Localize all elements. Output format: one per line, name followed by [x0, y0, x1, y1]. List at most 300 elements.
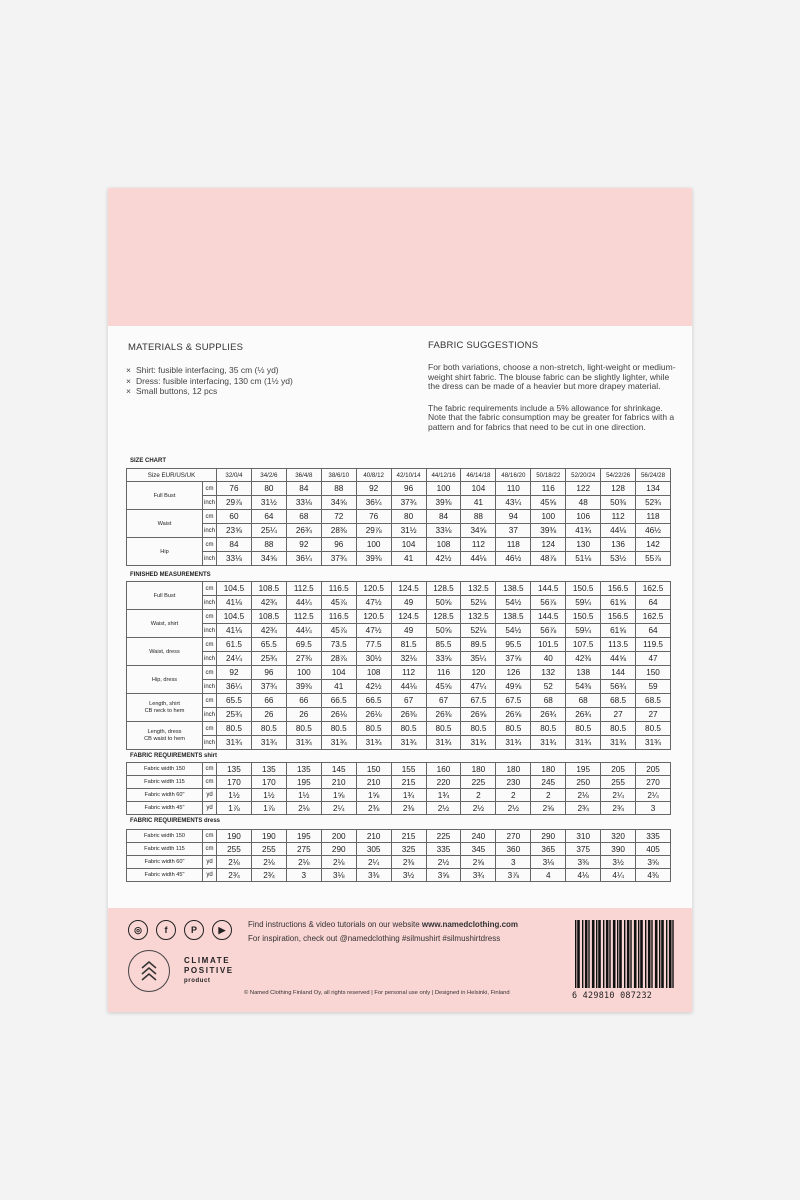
value-cell: 55⅞ — [636, 552, 671, 566]
value-cell: 119.5 — [636, 638, 671, 652]
value-cell: 31½ — [391, 524, 426, 538]
measurement-label — [127, 538, 203, 566]
value-cell: 310 — [566, 830, 601, 843]
value-cell: 1½ — [286, 789, 321, 802]
value-cell: 49 — [391, 596, 426, 610]
value-cell: 26 — [286, 708, 321, 722]
barcode-bar — [672, 920, 673, 988]
unit-cell: cm — [203, 843, 217, 856]
value-cell: 3⅛ — [531, 856, 566, 869]
value-cell: 29⅞ — [217, 496, 252, 510]
value-cell: 64 — [636, 596, 671, 610]
value-cell: 84 — [286, 482, 321, 496]
measurement-label — [127, 510, 203, 538]
size-chart-title: SIZE CHART — [130, 458, 166, 464]
value-cell: 3 — [496, 856, 531, 869]
value-cell: 59¼ — [566, 596, 601, 610]
materials-title: MATERIALS & SUPPLIES — [128, 342, 244, 353]
value-cell: 215 — [391, 776, 426, 789]
value-cell: 42⅜ — [566, 652, 601, 666]
value-cell: 35¼ — [461, 652, 496, 666]
value-cell: 52⅛ — [461, 596, 496, 610]
table-row — [127, 869, 671, 882]
value-cell: 156.5 — [601, 582, 636, 596]
value-cell: 3¾ — [461, 869, 496, 882]
value-cell: 31¾ — [461, 736, 496, 750]
barcode-bar — [630, 920, 631, 988]
value-cell: 3 — [636, 802, 671, 815]
value-cell: 26 — [251, 708, 286, 722]
value-cell: 110 — [496, 482, 531, 496]
value-cell: 180 — [461, 763, 496, 776]
value-cell: 52 — [531, 680, 566, 694]
size-chart-table — [126, 468, 671, 566]
table-row — [127, 510, 671, 524]
value-cell: 4⅜ — [636, 869, 671, 882]
value-cell: 96 — [251, 666, 286, 680]
value-cell: 138.5 — [496, 610, 531, 624]
value-cell: 49⅝ — [496, 680, 531, 694]
value-cell: 50⅝ — [426, 596, 461, 610]
value-cell: 160 — [426, 763, 461, 776]
fabric-width-label: Fabric width 150 — [127, 830, 203, 843]
value-cell: 31¾ — [426, 736, 461, 750]
value-cell: 66 — [251, 694, 286, 708]
value-cell: 80.5 — [251, 722, 286, 736]
measurement-label — [127, 610, 203, 638]
unit-cell: inch — [203, 552, 217, 566]
size-header-cell: 42/10/14 — [391, 469, 426, 482]
value-cell: 41⅛ — [217, 624, 252, 638]
value-cell: 118 — [496, 538, 531, 552]
value-cell: 112 — [391, 666, 426, 680]
value-cell: 41⅛ — [217, 596, 252, 610]
fabric-width-label: Fabric width 45" — [127, 802, 203, 815]
value-cell: 104 — [461, 482, 496, 496]
value-cell: 2¼ — [321, 802, 356, 815]
website-prefix: Find instructions & video tutorials on our website — [248, 920, 422, 929]
measurement-label — [127, 722, 203, 750]
value-cell: 150.5 — [566, 610, 601, 624]
barcode-bar — [661, 920, 664, 988]
value-cell: 36¼ — [356, 496, 391, 510]
value-cell: 80.5 — [531, 722, 566, 736]
value-cell: 1⅞ — [251, 802, 286, 815]
value-cell: 23⅝ — [217, 524, 252, 538]
barcode-bar — [606, 920, 609, 988]
value-cell: 34⅝ — [321, 496, 356, 510]
value-cell: 225 — [426, 830, 461, 843]
instagram-icon[interactable]: ◎ — [128, 920, 148, 940]
value-cell: 124 — [531, 538, 566, 552]
size-header-cell: 46/14/18 — [461, 469, 496, 482]
value-cell: 80.5 — [426, 722, 461, 736]
value-cell: 80 — [391, 510, 426, 524]
value-cell: 2⅛ — [251, 856, 286, 869]
value-cell: 26¾ — [566, 708, 601, 722]
value-cell: 205 — [636, 763, 671, 776]
value-cell: 126 — [496, 666, 531, 680]
pinterest-icon[interactable]: P — [184, 920, 204, 940]
fabric-suggestions-title: FABRIC SUGGESTIONS — [428, 340, 539, 351]
value-cell: 80.5 — [636, 722, 671, 736]
value-cell: 215 — [391, 830, 426, 843]
value-cell: 31½ — [251, 496, 286, 510]
value-cell: 88 — [321, 482, 356, 496]
value-cell: 65.5 — [251, 638, 286, 652]
value-cell: 48⅞ — [531, 552, 566, 566]
value-cell: 92 — [356, 482, 391, 496]
value-cell: 2⅜ — [391, 802, 426, 815]
value-cell: 59¼ — [566, 624, 601, 638]
value-cell: 112 — [601, 510, 636, 524]
value-cell: 195 — [286, 830, 321, 843]
value-cell: 41¾ — [566, 524, 601, 538]
value-cell: 37 — [496, 524, 531, 538]
barcode-bar — [659, 920, 660, 988]
value-cell: 31¾ — [391, 736, 426, 750]
table-row — [127, 802, 671, 815]
facebook-icon[interactable]: f — [156, 920, 176, 940]
fabric-req-shirt-title: FABRIC REQUIREMENTS shirt — [130, 753, 218, 759]
value-cell: 305 — [356, 843, 391, 856]
climate-positive-text — [184, 956, 234, 986]
unit-cell: cm — [203, 722, 217, 736]
measurement-name: Length, dress — [147, 729, 182, 735]
size-header-cell: 40/8/12 — [356, 469, 391, 482]
table-row — [127, 843, 671, 856]
value-cell: 162.5 — [636, 582, 671, 596]
value-cell: 2⅛ — [286, 856, 321, 869]
fabric-width-label: Fabric width 60" — [127, 856, 203, 869]
value-cell: 180 — [496, 763, 531, 776]
value-cell: 45⅝ — [426, 680, 461, 694]
value-cell: 255 — [601, 776, 636, 789]
value-cell: 101.5 — [531, 638, 566, 652]
value-cell: 138.5 — [496, 582, 531, 596]
value-cell: 116 — [531, 482, 566, 496]
value-cell: 67 — [426, 694, 461, 708]
value-cell: 120 — [461, 666, 496, 680]
value-cell: 100 — [426, 482, 461, 496]
table-row — [127, 666, 671, 680]
value-cell: 64 — [251, 510, 286, 524]
value-cell: 180 — [531, 763, 566, 776]
value-cell: 275 — [286, 843, 321, 856]
size-header-cell: 38/6/10 — [321, 469, 356, 482]
value-cell: 66 — [286, 694, 321, 708]
value-cell: 150 — [636, 666, 671, 680]
value-cell: 80.5 — [356, 722, 391, 736]
barcode-bar — [651, 920, 652, 988]
value-cell: 48 — [566, 496, 601, 510]
value-cell: 43¼ — [496, 496, 531, 510]
value-cell: 3½ — [601, 856, 636, 869]
value-cell: 144 — [601, 666, 636, 680]
value-cell: 104.5 — [217, 610, 252, 624]
value-cell: 24¼ — [217, 652, 252, 666]
value-cell: 360 — [496, 843, 531, 856]
measurement-subname: CB neck to hem — [144, 707, 185, 714]
materials-list — [126, 365, 293, 397]
value-cell: 31¾ — [636, 736, 671, 750]
value-cell: 2⅛ — [321, 856, 356, 869]
value-cell: 128.5 — [426, 610, 461, 624]
unit-cell: cm — [203, 582, 217, 596]
value-cell: 41 — [321, 680, 356, 694]
value-cell: 1⅞ — [217, 802, 252, 815]
value-cell: 36¼ — [286, 552, 321, 566]
value-cell: 132 — [531, 666, 566, 680]
unit-cell: cm — [203, 763, 217, 776]
value-cell: 27 — [636, 708, 671, 722]
size-header-cell: 56/24/28 — [636, 469, 671, 482]
value-cell: 230 — [496, 776, 531, 789]
value-cell: 335 — [426, 843, 461, 856]
unit-cell: inch — [203, 680, 217, 694]
value-cell: 40 — [531, 652, 566, 666]
value-cell: 28⅞ — [321, 652, 356, 666]
value-cell: 220 — [426, 776, 461, 789]
value-cell: 54⅜ — [566, 680, 601, 694]
finished-measurements-title: FINISHED MEASUREMENTS — [130, 572, 211, 578]
value-cell: 68.5 — [601, 694, 636, 708]
value-cell: 112.5 — [286, 610, 321, 624]
size-header-cell: 36/4/8 — [286, 469, 321, 482]
barcode-bar — [666, 920, 667, 988]
value-cell: 25¾ — [217, 708, 252, 722]
table-row — [127, 524, 671, 538]
value-cell: 3½ — [391, 869, 426, 882]
value-cell: 37¾ — [251, 680, 286, 694]
pink-header-band — [108, 188, 692, 326]
value-cell: 81.5 — [391, 638, 426, 652]
measurement-name: Waist, shirt — [150, 620, 179, 627]
value-cell: 100 — [286, 666, 321, 680]
value-cell: 46½ — [496, 552, 531, 566]
value-cell: 52¾ — [636, 496, 671, 510]
climate-line: product — [184, 978, 211, 984]
barcode-bar — [648, 920, 651, 988]
value-cell: 375 — [566, 843, 601, 856]
value-cell: 44¼ — [286, 624, 321, 638]
fabric-width-label: Fabric width 115 — [127, 776, 203, 789]
fabric-width-label: Fabric width 45" — [127, 869, 203, 882]
measurement-name: Hip — [160, 548, 169, 555]
value-cell: 210 — [321, 776, 356, 789]
unit-cell: inch — [203, 496, 217, 510]
table-row — [127, 652, 671, 666]
value-cell: 210 — [356, 776, 391, 789]
website-link[interactable]: www.namedclothing.com — [421, 920, 519, 929]
measurement-name: Waist, dress — [149, 648, 180, 655]
youtube-icon[interactable]: ▶ — [212, 920, 232, 940]
climate-positive-logo — [128, 950, 170, 992]
value-cell: 60 — [217, 510, 252, 524]
unit-cell: cm — [203, 510, 217, 524]
unit-cell: inch — [203, 624, 217, 638]
value-cell: 50⅜ — [601, 496, 636, 510]
value-cell: 53½ — [601, 552, 636, 566]
value-cell: 26⅛ — [321, 708, 356, 722]
value-cell: 2⅛ — [286, 802, 321, 815]
table-row — [127, 610, 671, 624]
table-row — [127, 638, 671, 652]
value-cell: 113.5 — [601, 638, 636, 652]
req-shirt-table-wrap — [126, 762, 671, 815]
value-cell: 3 — [286, 869, 321, 882]
value-cell: 1⅝ — [356, 789, 391, 802]
value-cell: 33⅝ — [426, 652, 461, 666]
barcode-bar — [669, 920, 672, 988]
barcode-bar — [655, 920, 658, 988]
table-row — [127, 789, 671, 802]
table-row — [127, 830, 671, 843]
value-cell: 68 — [286, 510, 321, 524]
value-cell: 190 — [217, 830, 252, 843]
value-cell: 80.5 — [286, 722, 321, 736]
value-cell: 128 — [601, 482, 636, 496]
size-chart-table-wrap — [126, 468, 671, 566]
materials-item: × Small buttons, 12 pcs — [126, 386, 293, 397]
value-cell: 116.5 — [321, 610, 356, 624]
value-cell: 80.5 — [321, 722, 356, 736]
measurement-name: Length, shirt — [149, 701, 180, 707]
value-cell: 2⅜ — [356, 802, 391, 815]
value-cell: 96 — [321, 538, 356, 552]
value-cell: 54½ — [496, 596, 531, 610]
value-cell: 31¾ — [496, 736, 531, 750]
barcode-bar — [627, 920, 630, 988]
unit-cell: inch — [203, 708, 217, 722]
value-cell: 150 — [356, 763, 391, 776]
barcode-bar — [598, 920, 601, 988]
value-cell: 94 — [496, 510, 531, 524]
pattern-envelope-back — [108, 188, 692, 1012]
value-cell: 107.5 — [566, 638, 601, 652]
value-cell: 39⅜ — [531, 524, 566, 538]
value-cell: 170 — [251, 776, 286, 789]
unit-cell: yd — [203, 789, 217, 802]
value-cell: 50⅝ — [426, 624, 461, 638]
value-cell: 270 — [636, 776, 671, 789]
social-icons — [128, 920, 232, 940]
table-row — [127, 856, 671, 869]
value-cell: 37¾ — [391, 496, 426, 510]
value-cell: 26¾ — [286, 524, 321, 538]
table-row — [127, 763, 671, 776]
barcode-bar — [619, 920, 622, 988]
barcode-bar — [596, 920, 597, 988]
value-cell: 1½ — [251, 789, 286, 802]
value-cell: 39⅜ — [426, 496, 461, 510]
value-cell: 80 — [251, 482, 286, 496]
value-cell: 130 — [566, 538, 601, 552]
value-cell: 32⅛ — [391, 652, 426, 666]
value-cell: 49 — [391, 624, 426, 638]
barcode-bar — [624, 920, 625, 988]
value-cell: 31¾ — [286, 736, 321, 750]
barcode-bar — [634, 920, 637, 988]
value-cell: 80.5 — [217, 722, 252, 736]
value-cell: 108.5 — [251, 582, 286, 596]
value-cell: 335 — [636, 830, 671, 843]
pink-footer-band — [108, 908, 692, 1012]
value-cell: 88 — [251, 538, 286, 552]
barcode-bar — [617, 920, 618, 988]
table-row — [127, 552, 671, 566]
value-cell: 142 — [636, 538, 671, 552]
value-cell: 36¼ — [217, 680, 252, 694]
size-header-cell: 52/20/24 — [566, 469, 601, 482]
table-row — [127, 496, 671, 510]
value-cell: 25¼ — [251, 524, 286, 538]
measurement-subname: CB waist to hem — [144, 735, 185, 742]
climate-line: CLIMATE — [184, 956, 231, 965]
unit-cell: cm — [203, 666, 217, 680]
value-cell: 104.5 — [217, 582, 252, 596]
value-cell: 255 — [217, 843, 252, 856]
value-cell: 150.5 — [566, 582, 601, 596]
value-cell: 100 — [531, 510, 566, 524]
value-cell: 67.5 — [461, 694, 496, 708]
measurement-name: Full Bust — [153, 592, 176, 599]
value-cell: 108 — [356, 666, 391, 680]
table-row — [127, 624, 671, 638]
value-cell: 3⅝ — [426, 869, 461, 882]
value-cell: 31¾ — [566, 736, 601, 750]
value-cell: 25¾ — [251, 652, 286, 666]
value-cell: 155 — [391, 763, 426, 776]
value-cell: 156.5 — [601, 610, 636, 624]
fabric-width-label: Fabric width 150 — [127, 763, 203, 776]
measurement-label — [127, 694, 203, 722]
value-cell: 52⅛ — [461, 624, 496, 638]
value-cell: 108.5 — [251, 610, 286, 624]
value-cell: 41 — [461, 496, 496, 510]
value-cell: 290 — [321, 843, 356, 856]
value-cell: 59 — [636, 680, 671, 694]
unit-cell: cm — [203, 830, 217, 843]
value-cell: 124.5 — [391, 582, 426, 596]
value-cell: 195 — [566, 763, 601, 776]
value-cell: 4¼ — [601, 869, 636, 882]
value-cell: 61⅝ — [601, 596, 636, 610]
value-cell: 96 — [391, 482, 426, 496]
value-cell: 80.5 — [496, 722, 531, 736]
value-cell: 2 — [531, 789, 566, 802]
value-cell: 80.5 — [601, 722, 636, 736]
value-cell: 68 — [531, 694, 566, 708]
value-cell: 89.5 — [461, 638, 496, 652]
value-cell: 2⅛ — [566, 789, 601, 802]
value-cell: 68 — [566, 694, 601, 708]
value-cell: 76 — [356, 510, 391, 524]
barcode-bar — [585, 920, 588, 988]
value-cell: 1⅝ — [321, 789, 356, 802]
value-cell: 120.5 — [356, 610, 391, 624]
table-row — [127, 776, 671, 789]
size-header-cell: 50/18/22 — [531, 469, 566, 482]
size-header-cell: 44/12/16 — [426, 469, 461, 482]
value-cell: 145 — [321, 763, 356, 776]
value-cell: 100 — [356, 538, 391, 552]
req-dress-table-wrap — [126, 829, 671, 882]
fabric-paragraph: For both variations, choose a non-stretch, light-weight or medium-weight shirt fabric. The blouse fabric can be slightly lighter, while the dress can be made of a heavier but more drapey material. — [428, 362, 676, 391]
value-cell: 28⅜ — [321, 524, 356, 538]
value-cell: 66.5 — [321, 694, 356, 708]
value-cell: 3⅞ — [496, 869, 531, 882]
